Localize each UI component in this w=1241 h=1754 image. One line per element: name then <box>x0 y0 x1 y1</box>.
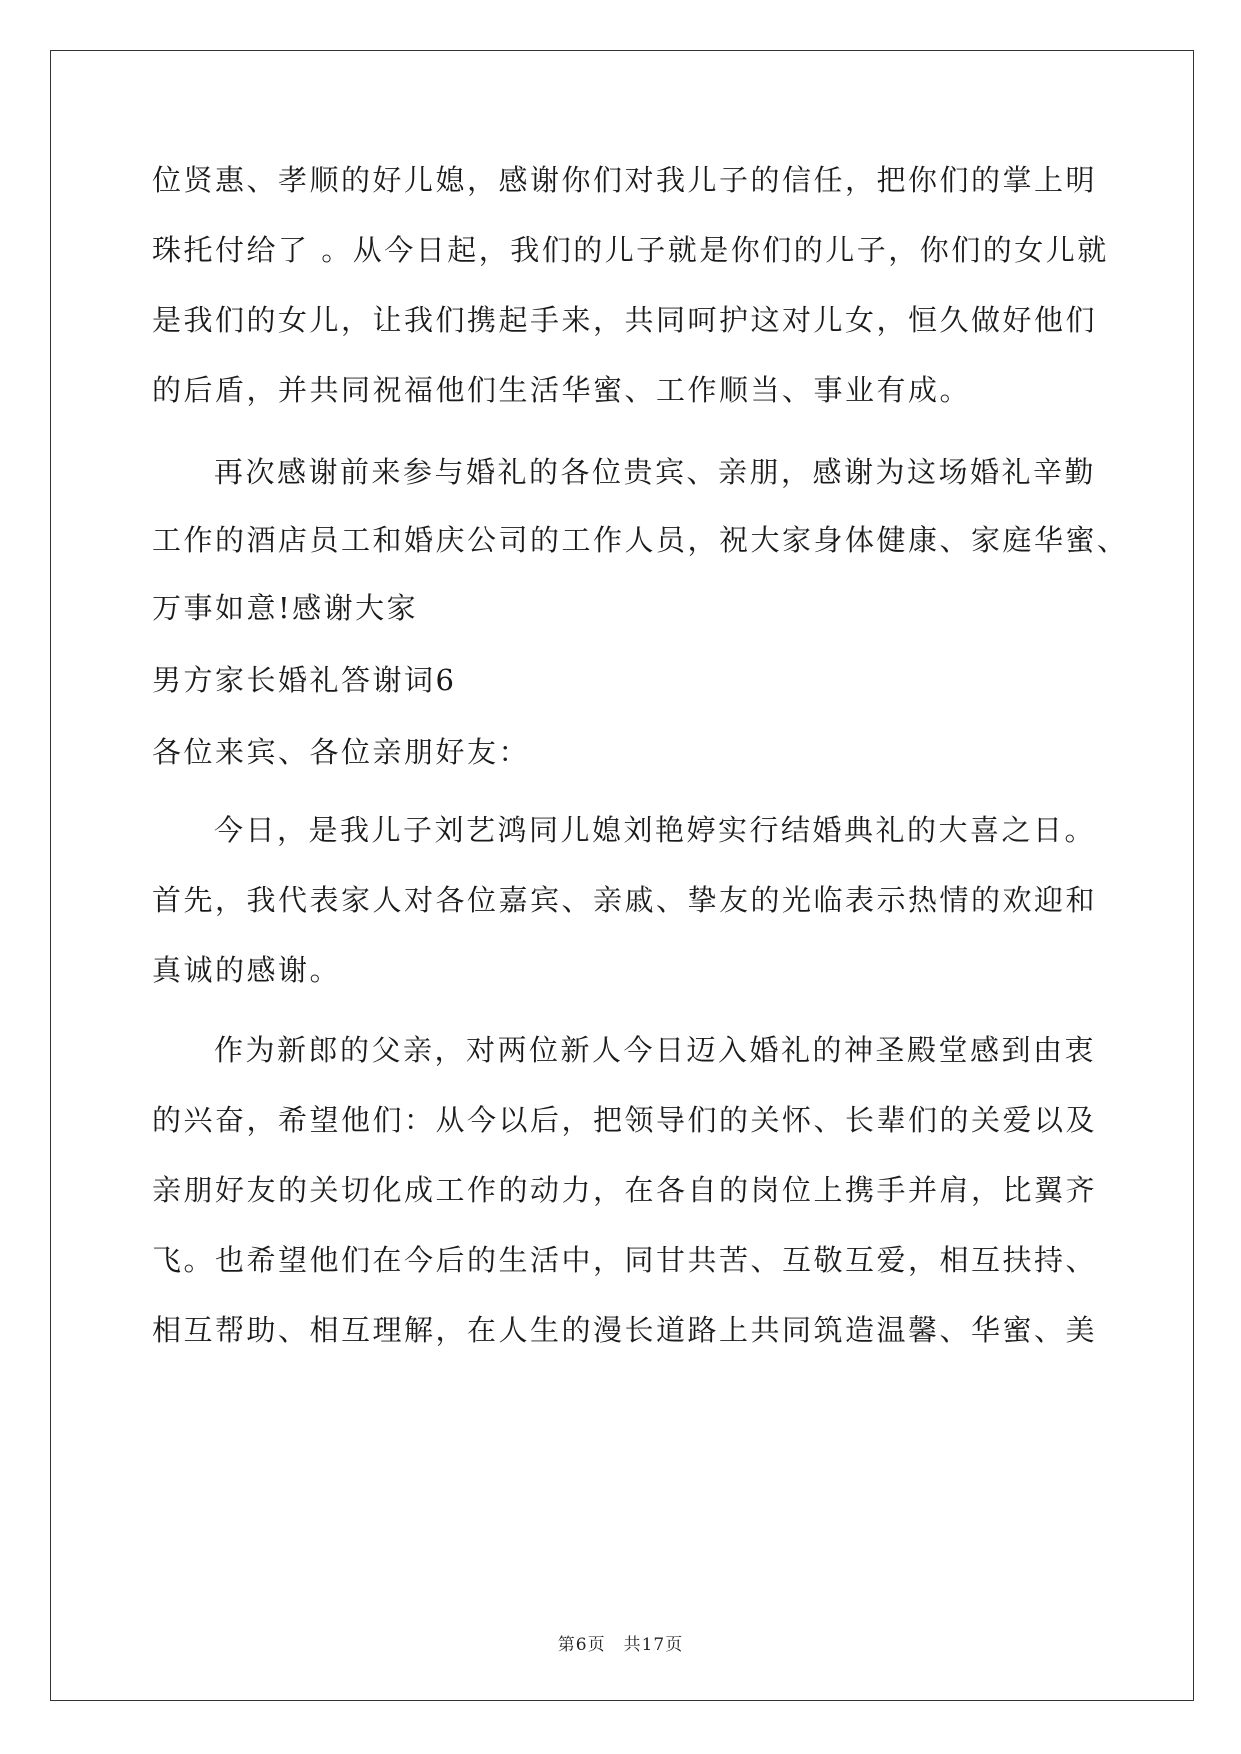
text-line: 万事如意!感谢大家 <box>152 591 419 625</box>
text-line: 飞。也希望他们在今后的生活中，同甘共苦、互敬互爱，相互扶持、 <box>152 1243 1098 1277</box>
text-line: 相互帮助、相互理解，在人生的漫长道路上共同筑造温馨、华蜜、美 <box>152 1313 1098 1347</box>
text-line: 亲朋好友的关切化成工作的动力，在各自的岗位上携手并肩，比翼齐 <box>152 1173 1098 1207</box>
salutation: 各位来宾、各位亲朋好友： <box>152 735 531 769</box>
text-line: 的后盾，并共同祝福他们生活华蜜、工作顺当、事业有成。 <box>152 373 972 407</box>
page-border <box>50 50 1194 1701</box>
text-line: 工作的酒店员工和婚庆公司的工作人员，祝大家身体健康、家庭华蜜、 <box>152 523 1129 557</box>
section-heading: 男方家长婚礼答谢词6 <box>152 663 457 697</box>
text-line: 首先，我代表家人对各位嘉宾、亲戚、挚友的光临表示热情的欢迎和 <box>152 883 1098 917</box>
paragraph-start-line: 作为新郎的父亲，对两位新人今日迈入婚礼的神圣殿堂感到由衷 <box>214 1033 1097 1067</box>
text-line: 是我们的女儿，让我们携起手来，共同呵护这对儿女，恒久做好他们 <box>152 303 1098 337</box>
text-line: 真诚的感谢。 <box>152 953 342 987</box>
text-line: 珠托付给了 。从今日起，我们的儿子就是你们的儿子，你们的女儿就 <box>152 233 1109 267</box>
page-number-footer: 第6页 共17页 <box>557 1635 684 1655</box>
paragraph-start-line: 再次感谢前来参与婚礼的各位贵宾、亲朋，感谢为这场婚礼辛勤 <box>214 455 1097 489</box>
text-line: 位贤惠、孝顺的好儿媳，感谢你们对我儿子的信任，把你们的掌上明 <box>152 163 1098 197</box>
text-line: 的兴奋，希望他们：从今以后，把领导们的关怀、长辈们的关爱以及 <box>152 1103 1098 1137</box>
paragraph-start-line: 今日，是我儿子刘艺鸿同儿媳刘艳婷实行结婚典礼的大喜之日。 <box>214 813 1097 847</box>
